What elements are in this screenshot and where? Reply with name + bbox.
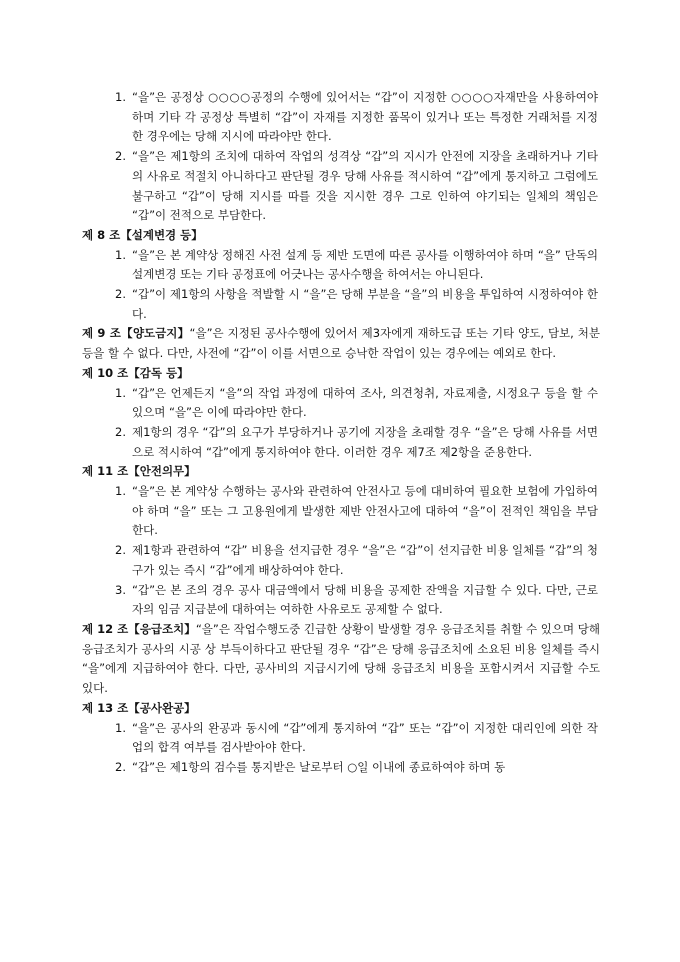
item-text: “을”은 본 계약상 수행하는 공사와 관련하여 안전사고 등에 대비하여 필요한 보험에 가입하여야 하며 “을” 또는 그 고용원에게 발생한 제반 안전사고에 대하여 “을”이 전적인 책임을 부담한다. bbox=[132, 484, 598, 538]
article bbox=[0, 226, 680, 325]
article-text: “을”은 지정된 공사수행에 있어서 제3자에게 재하도급 또는 기타 양도, 담보, 처분 등을 할 수 없다. 다만, 사전에 “갑”이 이를 서면으로 승낙한 작업이 있는 경우에는 예외로 한다. bbox=[82, 326, 601, 361]
article-number: 제 10 조 bbox=[82, 365, 129, 380]
article-title: 【감독 등】 bbox=[128, 365, 189, 380]
article-heading bbox=[82, 699, 600, 719]
item-number: 2. bbox=[115, 149, 126, 164]
item-number: 2. bbox=[115, 287, 126, 302]
item-text: “을”은 제1항의 조치에 대하여 작업의 성격상 “갑”의 지시가 안전에 지장을 초래하거나 기타의 사유로 적절치 아니하다고 판단될 경우 당해 사유를 적시하여 “갑”에게 통지하고 그럼에도 불구하고 “갑”이 당해 지시를 따를 것을 지시한 경우 그로 인하여 야기되는 일체의 책임은 “갑”이 전적으로 부담한다. bbox=[132, 149, 598, 223]
article-heading bbox=[82, 462, 600, 482]
article bbox=[0, 462, 680, 620]
article-text: “을”은 작업수행도중 긴급한 상황이 발생할 경우 응급조치를 취할 수 있으며 당해 응급조치가 공사의 시공 상 부득이하다고 판단될 경우 “갑”은 당해 응급조치에 소요된 비용 일체를 즉시 “을”에게 지급하여야 한다. 다만, 공사비의 지급시기에 당해 응급조치 비용을 포함시켜서 지급할 수도 있다. bbox=[82, 621, 600, 696]
article bbox=[0, 699, 680, 778]
list-item bbox=[115, 147, 598, 226]
item-text: “갑”은 언제든지 “을”의 작업 과정에 대하여 조사, 의견청취, 자료제출, 시정요구 등을 할 수 있으며 “을”은 이에 따라야만 한다. bbox=[132, 385, 598, 420]
article-title: 【공사완공】 bbox=[128, 700, 196, 715]
item-number: 1. bbox=[115, 720, 126, 735]
item-number: 1. bbox=[115, 247, 126, 262]
article-heading bbox=[82, 226, 600, 246]
list-item bbox=[115, 246, 598, 285]
item-number: 2. bbox=[115, 759, 126, 774]
article-number: 제 12 조 bbox=[82, 621, 129, 636]
list-item bbox=[115, 581, 598, 620]
article-title: 【응급조치】 bbox=[128, 621, 196, 636]
list-item bbox=[115, 482, 598, 541]
article-heading bbox=[82, 324, 600, 363]
item-text: “을”은 공사의 완공과 동시에 “갑”에게 통지하여 “갑” 또는 “갑”이 지정한 대리인에 의한 작업의 합격 여부를 검사받아야 한다. bbox=[132, 720, 598, 755]
item-text: “을”은 공정상 ○○○○공정의 수행에 있어서는 “갑”이 지정한 ○○○○자재만을 사용하여야 하며 기타 각 공정상 특별히 “갑”이 자재를 지정한 품목이 있거나 또는 특정한 거래처를 지정한 경우에는 당해 지시에 따라야만 한다. bbox=[132, 90, 598, 144]
list-item bbox=[115, 541, 598, 580]
item-text: “을”은 본 계약상 정해진 사전 설계 등 제반 도면에 따른 공사를 이행하여야 하며 “을” 단독의 설계변경 또는 기타 공정표에 어긋나는 공사수행을 하여서는 아니된다. bbox=[132, 247, 598, 282]
item-number: 1. bbox=[115, 90, 126, 104]
article bbox=[0, 364, 680, 463]
article-title: 【양도금지】 bbox=[120, 326, 190, 341]
list-item bbox=[115, 384, 598, 423]
article-title: 【설계변경 등】 bbox=[120, 227, 203, 242]
article bbox=[0, 324, 680, 363]
item-text: 제1항과 관련하여 “갑” 비용을 선지급한 경우 “을”은 “갑”이 선지급한 비용 일체를 “갑”의 청구가 있는 즉시 “갑”에게 배상하여야 한다. bbox=[132, 543, 598, 577]
item-number: 2. bbox=[115, 543, 126, 558]
article-heading bbox=[82, 620, 600, 699]
list-item bbox=[115, 88, 598, 147]
article-number: 제 13 조 bbox=[82, 700, 129, 715]
list-item bbox=[115, 423, 598, 462]
article-number: 제 11 조 bbox=[82, 464, 129, 479]
article-heading bbox=[82, 364, 600, 384]
item-text: 제1항의 경우 “갑”의 요구가 부당하거나 공기에 지장을 초래할 경우 “을”은 당해 사유를 서면으로 적시하여 “갑”에게 통지하여야 한다. 이러한 경우 제7조 제2항을 준용한다. bbox=[132, 424, 598, 459]
item-text: “갑”은 제1항의 검수를 통지받은 날로부터 ○일 이내에 종료하여야 하며 동 bbox=[132, 759, 506, 774]
list-item bbox=[115, 719, 598, 758]
list-item bbox=[115, 285, 598, 324]
item-number: 1. bbox=[115, 484, 126, 499]
article bbox=[0, 620, 680, 699]
list-item bbox=[115, 758, 598, 778]
article-number: 제 8 조 bbox=[82, 227, 121, 242]
item-text: “갑”은 본 조의 경우 공사 대금액에서 당해 비용을 공제한 잔액을 지급할 수 있다. 다만, 근로자의 임금 지급분에 대하여는 여하한 사유로도 공제할 수 없다. bbox=[132, 582, 598, 617]
article-title: 【안전의무】 bbox=[128, 464, 196, 479]
contract-body bbox=[0, 88, 680, 778]
article bbox=[0, 88, 680, 226]
item-number: 1. bbox=[115, 385, 126, 400]
item-number: 2. bbox=[115, 424, 126, 439]
item-number: 3. bbox=[115, 582, 126, 597]
article-number: 제 9 조 bbox=[82, 326, 121, 341]
item-text: “갑”이 제1항의 사항을 적발할 시 “을”은 당해 부분을 “을”의 비용을 투입하여 시정하여야 한다. bbox=[132, 287, 598, 321]
